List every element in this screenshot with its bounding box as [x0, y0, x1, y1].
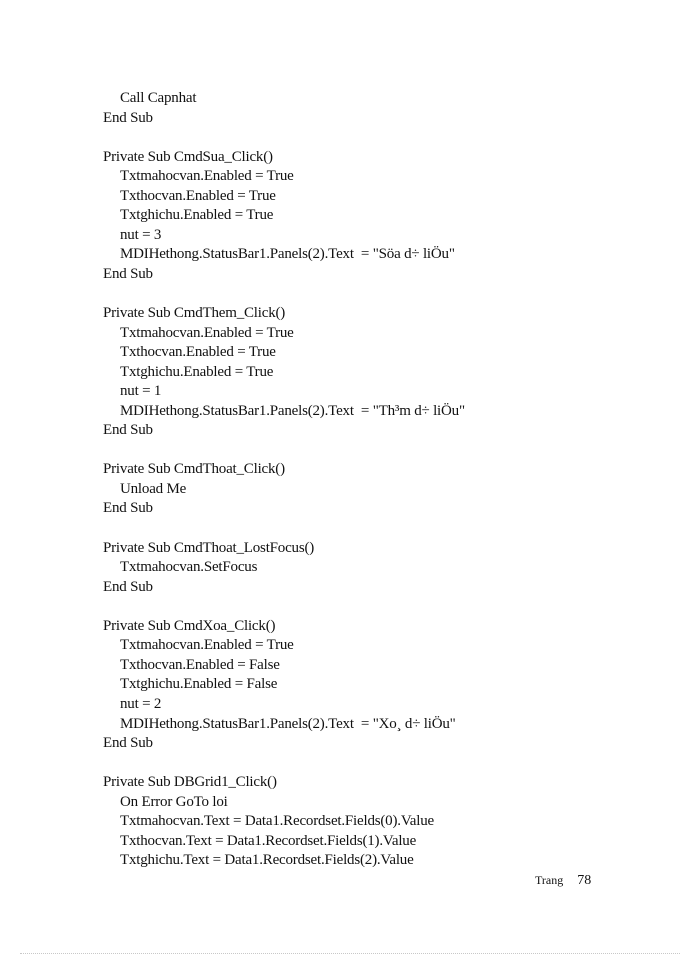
blank-line — [103, 284, 465, 304]
code-line: Txtmahocvan.Text = Data1.Recordset.Fields(0).Value — [120, 813, 434, 830]
code-line: Txtghichu.Enabled = False — [120, 676, 278, 693]
code-line: End Sub — [103, 422, 153, 439]
blank-line — [103, 128, 465, 148]
code-line: End Sub — [103, 109, 153, 126]
code-listing — [103, 89, 465, 871]
page-footer — [535, 873, 591, 889]
code-line: End Sub — [103, 265, 153, 282]
code-line: Txthocvan.Enabled = True — [120, 344, 276, 361]
page-label: Trang — [535, 873, 564, 887]
code-line: Private Sub DBGrid1_Click() — [103, 774, 277, 791]
page-number: 78 — [577, 873, 592, 888]
code-line: Private Sub CmdThoat_Click() — [103, 461, 285, 478]
code-line: On Error GoTo loi — [120, 793, 228, 810]
code-line: Private Sub CmdThem_Click() — [103, 305, 286, 322]
code-line: End Sub — [103, 500, 153, 517]
code-line: Txtmahocvan.Enabled = True — [120, 637, 294, 654]
blank-line — [103, 754, 465, 774]
code-line: nut = 2 — [120, 695, 162, 712]
code-line: Txthocvan.Text = Data1.Recordset.Fields(1).Value — [120, 832, 417, 849]
code-line: Call Capnhat — [120, 90, 197, 106]
blank-line — [103, 597, 465, 617]
code-line: Txtmahocvan.SetFocus — [120, 559, 258, 576]
code-line: Txtghichu.Enabled = True — [120, 207, 274, 224]
code-line: Txtghichu.Enabled = True — [120, 363, 274, 380]
blank-line — [103, 441, 465, 461]
page-bottom-rule — [20, 953, 680, 954]
code-line: End Sub — [103, 735, 153, 752]
code-line: Txthocvan.Enabled = True — [120, 187, 276, 204]
code-line: Txtmahocvan.Enabled = True — [120, 324, 294, 341]
code-line: Txthocvan.Enabled = False — [120, 656, 280, 673]
blank-line — [103, 519, 465, 539]
code-line: End Sub — [103, 578, 153, 595]
code-line: Private Sub CmdXoa_Click() — [103, 617, 276, 634]
code-line: nut = 1 — [120, 383, 162, 400]
code-line: MDIHethong.StatusBar1.Panels(2).Text = "Xo¸ d÷ liÖu" — [120, 715, 456, 732]
code-line: Txtghichu.Text = Data1.Recordset.Fields(2).Value — [120, 852, 414, 869]
code-line: MDIHethong.StatusBar1.Panels(2).Text = "Th³m d÷ liÖu" — [120, 402, 465, 419]
code-line: Txtmahocvan.Enabled = True — [120, 168, 294, 185]
code-line: MDIHethong.StatusBar1.Panels(2).Text = "Söa d÷ liÖu" — [120, 246, 455, 263]
code-line: Private Sub CmdSua_Click() — [103, 148, 273, 165]
code-line: nut = 3 — [120, 226, 162, 243]
code-line: Unload Me — [120, 480, 187, 497]
code-line: Private Sub CmdThoat_LostFocus() — [103, 539, 315, 556]
